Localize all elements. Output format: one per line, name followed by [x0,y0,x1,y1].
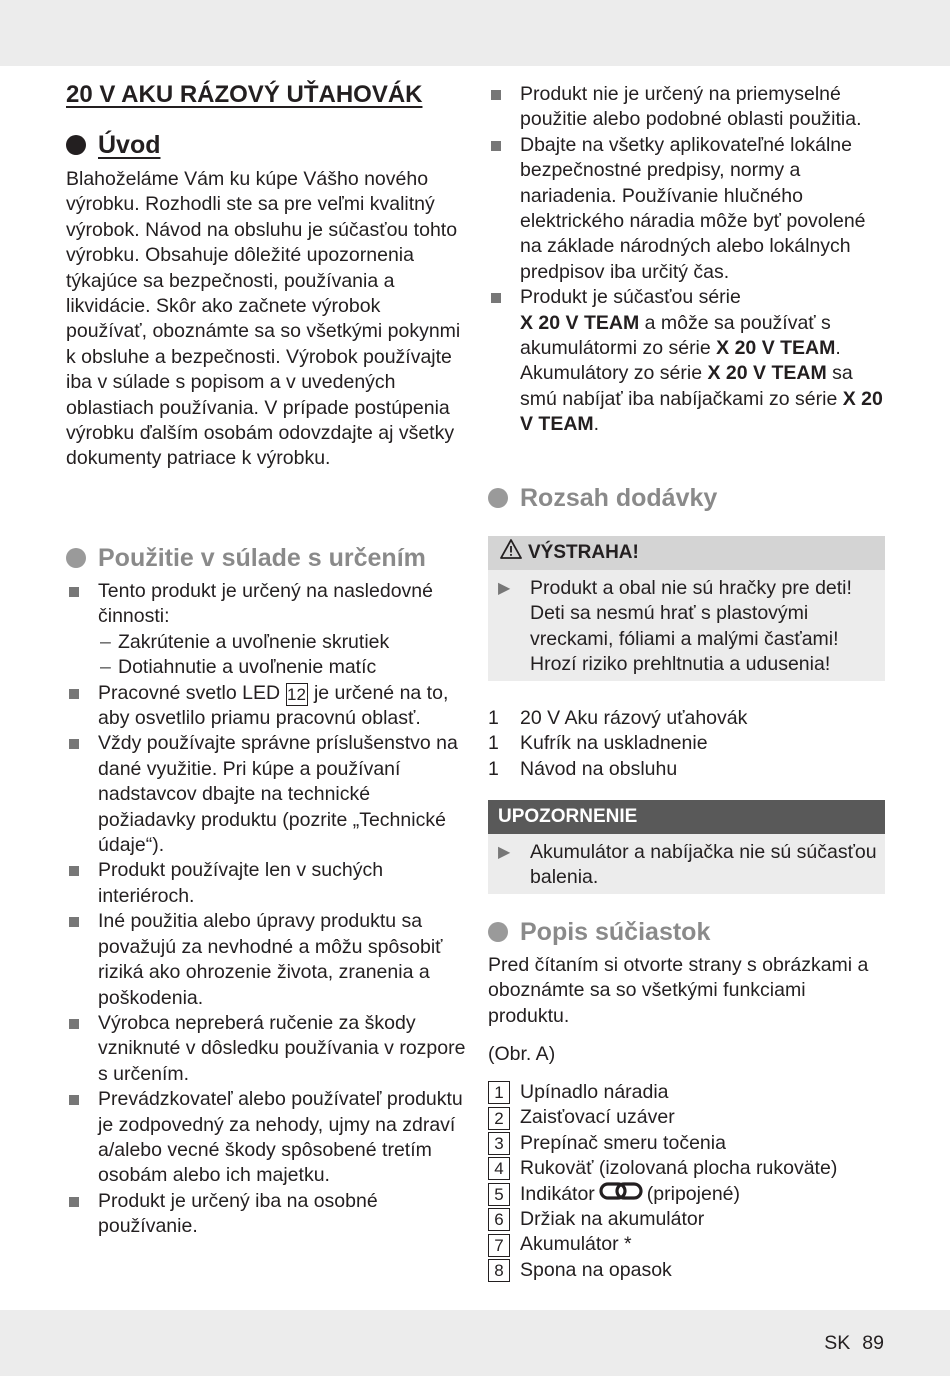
list-item [488,285,885,437]
list-item: Vždy používajte správne príslušenstvo na dané využitie. Pri kúpe a používaní nadstavcov dbajte na technické požiadavky produktu (pozrite „Technické údaje“). [66,731,466,858]
parts-heading-text: Popis súčiastok [520,918,711,946]
note-text: Akumulátor a nabíjačka nie sú súčasťou balenia. [530,841,877,889]
list-item-text: . Akumulátory zo série [520,337,841,385]
bullet-dot-icon [66,135,86,155]
list-item [66,579,466,681]
list-item-text: Produkt je súčasťou série [520,286,741,309]
list-item: Iné použitia alebo úpravy produktu sa považujú za nevhodné a môžu spôsobiť riziká ako ohrozenie života, zranenia a poškodenia. [66,909,466,1011]
delivery-name: 20 V Aku rázový uťahovák [520,707,748,729]
series-name: X 20 V TEAM [520,387,883,436]
part-item [488,1207,885,1232]
delivery-item [488,757,885,782]
intended-use-heading-text: Použitie v súlade s určením [98,544,426,572]
part-number-box: 8 [488,1259,510,1282]
part-number-box: 2 [488,1107,510,1130]
part-name: Držiak na akumulátor [520,1207,705,1230]
delivery-qty: 1 [488,707,499,729]
page-number: 89 [862,1332,884,1354]
part-number-box: 6 [488,1208,510,1231]
parts-heading [488,917,710,947]
delivery-name: Návod na obsluhu [520,757,678,780]
list-item-text: je určené na to, aby osvetlilo priamu pracovnú oblasť. [98,681,449,730]
note-box [488,800,885,894]
list-item [66,681,466,732]
part-number-box: 3 [488,1132,510,1155]
parts-intro: Pred čítaním si otvorte strany s obrázkami a oboznámte sa so všetkými funkciami produktu. [488,954,869,1027]
series-name: X 20 V TEAM [520,311,640,334]
delivery-qty: 1 [488,757,499,780]
warning-header [488,536,885,570]
list-item: Produkt používajte len v suchých interiéroch. [66,858,466,909]
part-name: Upínadlo náradia [520,1081,669,1103]
page-title: 20 V AKU RÁZOVÝ UŤAHOVÁK [66,81,423,108]
part-item [488,1156,885,1181]
right-bullet-list [488,82,885,438]
part-item [488,1080,885,1105]
bottom-band [0,1310,950,1376]
warning-label: VÝSTRAHA! [528,542,639,564]
delivery-qty: 1 [488,732,499,755]
warning-item [488,576,885,678]
part-number-box: 7 [488,1234,510,1257]
part-name: Prepínač smeru točenia [520,1131,726,1154]
sub-item-text: Zakrútenie a uvoľnenie skrutiek [118,630,390,653]
part-number-box: 4 [488,1157,510,1180]
part-item [488,1258,885,1283]
delivery-list [488,706,885,782]
delivery-item [488,706,885,731]
language-code: SK [824,1332,851,1354]
sub-item: – Dotiahnutie a uvoľnenie matíc [100,656,377,679]
link-icon [599,1181,643,1208]
arrow-right-icon: ▶ [498,580,511,597]
delivery-item [488,731,885,756]
part-item [488,1105,885,1130]
part-name: Spona na opasok [520,1258,672,1281]
intro-paragraph: Blahoželáme Vám ku kúpe Vášho nového výrobku. Rozhodli ste sa pre veľmi kvalitný výrobok. Návod na obsluhu je súčasťou tohto výrobku. Obsahuje dôležité upozornenia týkajúce sa bezpečnosti, používania a likvidácie. Skôr ako začnete výrobok používať, oboznámte sa so všetkými pokynmi k obsluhe a bezpečnosti. Výrobok používajte iba v súlade s popisom a v uvedených oblastiach používania. V prípade postúpenia výrobku ďalším osobám odovzdajte aj všetky dokumenty patriace k výrobku. [66,168,461,470]
sub-item: – Zakrútenie a uvoľnenie skrutiek [100,630,390,653]
series-name: X 20 V TEAM [716,337,836,360]
warning-triangle-icon [500,539,522,566]
intro-heading-text: Úvod [98,131,161,159]
warning-box [488,536,885,681]
series-name: X 20 V TEAM [707,362,827,385]
part-number-box: 12 [287,684,306,704]
top-band [0,0,950,66]
list-item-text: a môže sa používať s akumulátormi zo série [520,311,831,360]
part-number-box: 5 [488,1183,510,1206]
list-item-text: sa smú nabíjať iba nabíjačkami zo série [520,362,853,410]
part-item [488,1131,885,1156]
list-item-text: . [593,413,600,436]
list-item: Dbajte na všetky aplikovateľné lokálne bezpečnostné predpisy, normy a nariadenia. Používanie hlučného elektrického náradia môže byť povolené na základe národných alebo lokálnych predpisov iba určitý čas. [488,133,885,285]
part-number-box: 1 [488,1081,510,1104]
warning-text: Produkt a obal nie sú hračky pre deti! Deti sa nesmú hrať s plastovými vreckami, fóliami a malými časťami! Hrozí riziko prehltnutia a udusenia! [530,577,852,676]
part-item [488,1232,885,1257]
list-item: Produkt je určený iba na osobné používanie. [66,1189,466,1240]
part-name: Indikátor [520,1182,595,1205]
part-name: Akumulátor * [520,1233,632,1256]
part-item [488,1182,885,1207]
list-item: Prevádzkovateľ alebo používateľ produktu je zodpovedný za nehody, ujmy na zdraví a/alebo vecné škody spôsobené tretím osobám alebo ich majetku. [66,1087,466,1189]
note-item [488,840,885,891]
sub-item-text: Dotiahnutie a uvoľnenie matíc [118,656,377,679]
delivery-heading-text: Rozsah dodávky [520,484,718,512]
delivery-name: Kufrík na uskladnenie [520,732,708,755]
part-name: Rukoväť (izolovaná plocha rukoväte) [520,1157,838,1180]
figure-reference: (Obr. A) [488,1043,556,1065]
bullet-dot-icon [488,922,508,942]
intro-heading [66,130,161,160]
list-item-text: Tento produkt je určený na nasledovné činnosti: [98,580,433,628]
list-item-text: Pracovné svetlo LED [98,681,281,704]
bullet-dot-icon [66,548,86,568]
intended-use-heading [66,543,426,573]
note-header: UPOZORNENIE [488,800,885,834]
list-item: Produkt nie je určený na priemyselné použitie alebo podobné oblasti použitia. [488,82,885,133]
parts-list [488,1080,885,1283]
bullet-dot-icon [488,488,508,508]
part-suffix: (pripojené) [646,1182,741,1205]
arrow-right-icon: ▶ [498,844,511,861]
delivery-heading [488,483,717,513]
list-item: Výrobca nepreberá ručenie za škody vzniknuté v dôsledku používania v rozpore s určením. [66,1011,466,1087]
page-footer [824,1331,884,1356]
intended-use-list [66,579,466,1240]
part-name: Zaisťovací uzáver [520,1106,675,1129]
